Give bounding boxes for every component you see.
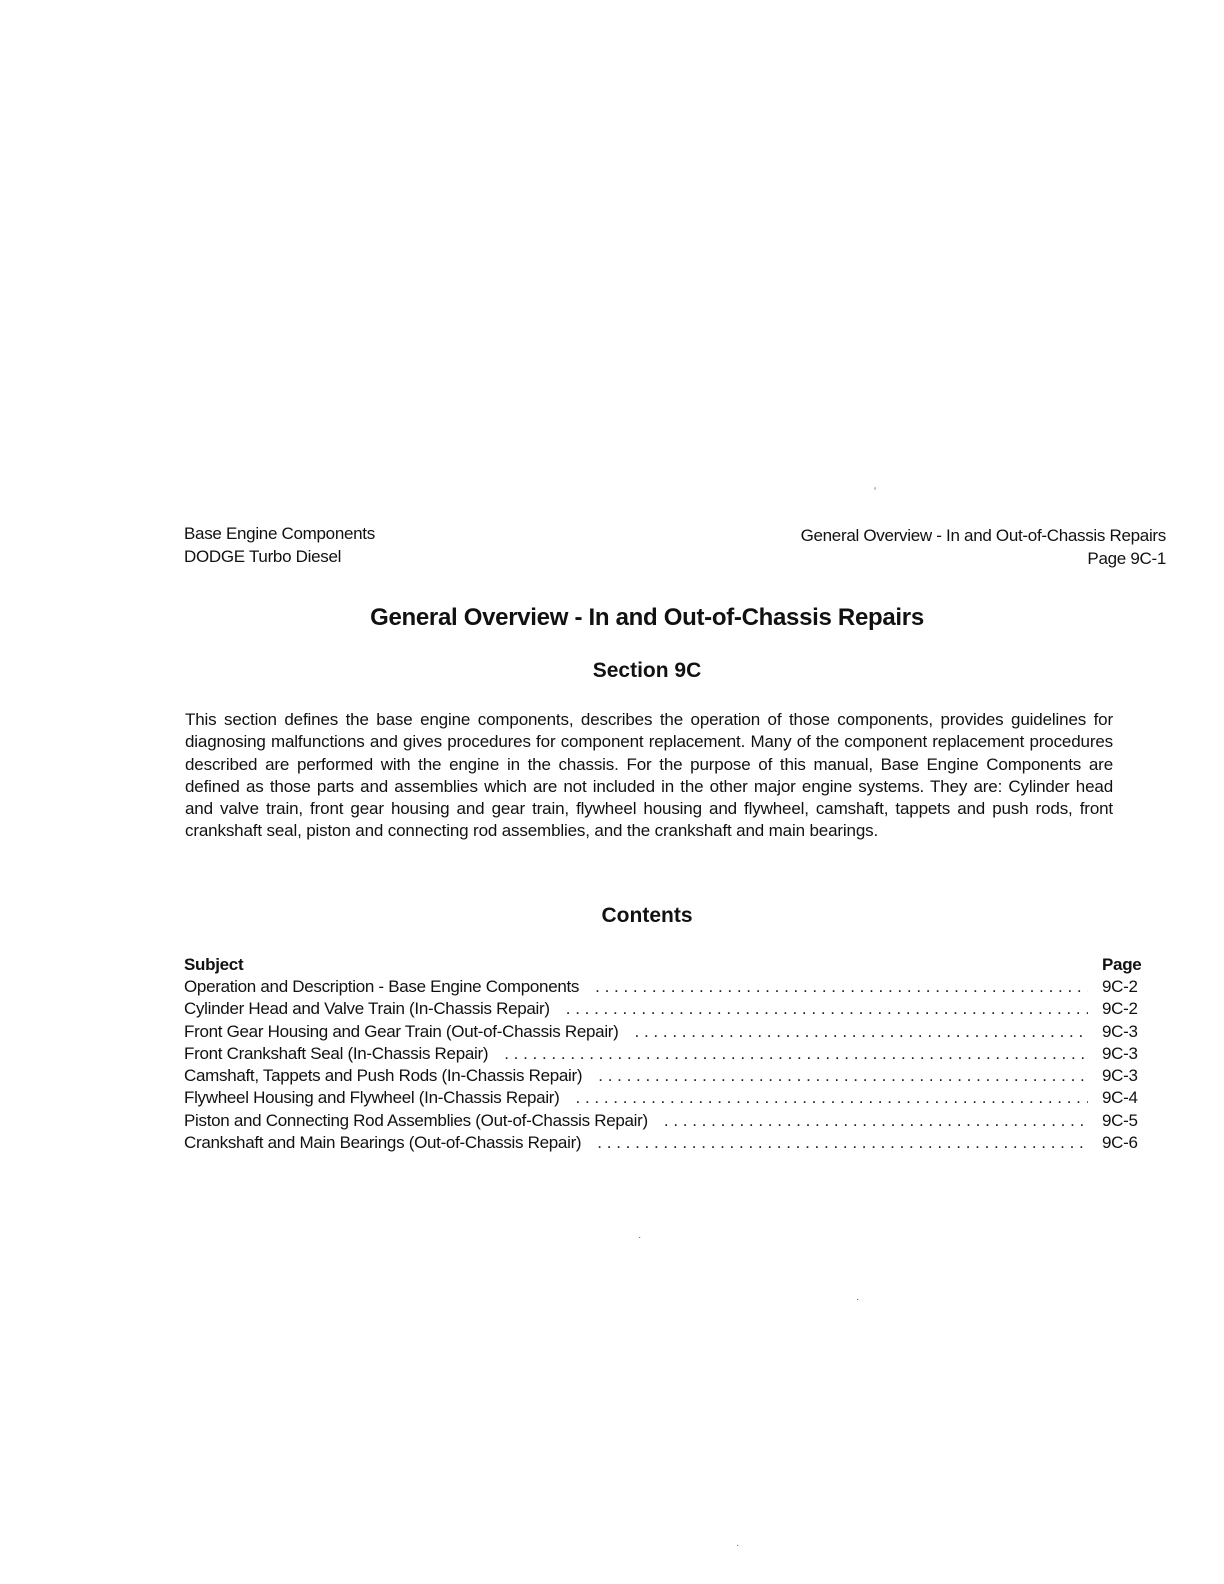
manual-section-name: Base Engine Components <box>184 524 375 543</box>
toc-entry-subject: Crankshaft and Main Bearings (Out-of-Chassis Repair) <box>184 1133 582 1153</box>
page-number: Page 9C-1 <box>1087 549 1166 568</box>
toc-entry <box>184 1110 1148 1132</box>
toc-entry <box>184 1132 1148 1154</box>
toc-entry-page: 9C-6 <box>1102 1133 1138 1153</box>
toc-leader-dots <box>635 1021 1088 1043</box>
toc-entry <box>184 1021 1148 1043</box>
toc-leader-dots <box>598 1065 1088 1087</box>
toc-leader-dots <box>664 1110 1088 1132</box>
scan-speck: · <box>638 1232 642 1243</box>
toc-entry-page: 9C-3 <box>1102 1043 1138 1063</box>
toc-leader-dots <box>504 1043 1088 1065</box>
toc-entry <box>184 976 1148 998</box>
toc-leader-dots <box>566 998 1088 1020</box>
toc-entry-subject: Camshaft, Tappets and Push Rods (In-Chassis Repair) <box>184 1066 583 1086</box>
scan-speck: · <box>856 1294 860 1305</box>
toc-subject-header: Subject <box>184 955 244 974</box>
toc-entry <box>184 998 1148 1020</box>
table-of-contents <box>184 954 1148 1154</box>
scan-speck: · <box>736 1540 740 1551</box>
toc-leader-dots <box>576 1087 1088 1109</box>
running-header-right <box>801 524 1166 570</box>
toc-entry <box>184 1043 1148 1065</box>
toc-leader-dots <box>597 1132 1088 1154</box>
toc-entry-subject: Front Gear Housing and Gear Train (Out-of-Chassis Repair) <box>184 1021 619 1041</box>
toc-entry-subject: Front Crankshaft Seal (In-Chassis Repair) <box>184 1043 489 1063</box>
toc-entry-subject: Operation and Description - Base Engine Components <box>184 977 580 996</box>
section-heading: Section 9C <box>592 659 702 682</box>
toc-entry-page: 9C-3 <box>1102 1021 1138 1041</box>
scan-speck: ‘ <box>874 486 877 497</box>
toc-entry-page: 9C-5 <box>1102 1110 1138 1130</box>
page-title: General Overview - In and Out-of-Chassis Repairs <box>370 604 924 631</box>
intro-paragraph: This section defines the base engine components, describes the operation of those components, provides guidelines for diagnosing malfunctions and gives procedures for component replacement. Many of the component replacement procedures described are performed with the engine in the chassis. For the purpose of this manual, Base Engine Components are defined as those parts and assemblies which are not included in the other major engine systems. They are: Cylinder head and valve train, front gear housing and gear train, flywheel housing and flywheel, camshaft, tappets and push rods, front crankshaft seal, piston and connecting rod assemblies, and the crankshaft and main bearings. <box>185 710 1113 841</box>
toc-leader-dots <box>595 976 1088 998</box>
toc-page-header: Page <box>1102 955 1142 974</box>
toc-entry-page: 9C-2 <box>1102 999 1138 1019</box>
vehicle-name: DODGE Turbo Diesel <box>184 547 342 566</box>
toc-entry-page: 9C-4 <box>1102 1088 1138 1108</box>
toc-entry-page: 9C-2 <box>1102 977 1138 996</box>
toc-entry-subject: Cylinder Head and Valve Train (In-Chassis Repair) <box>184 999 550 1019</box>
toc-entry-page: 9C-3 <box>1102 1066 1138 1086</box>
toc-entry <box>184 1065 1148 1087</box>
chapter-name: General Overview - In and Out-of-Chassis Repairs <box>800 526 1166 545</box>
running-header-left <box>184 522 375 568</box>
contents-heading: Contents <box>601 904 693 927</box>
toc-entry-subject: Flywheel Housing and Flywheel (In-Chassis Repair) <box>184 1088 560 1108</box>
toc-rows <box>184 976 1148 1154</box>
toc-entry-subject: Piston and Connecting Rod Assemblies (Out-of-Chassis Repair) <box>184 1110 648 1130</box>
toc-entry <box>184 1087 1148 1109</box>
toc-header-row <box>184 954 1148 976</box>
